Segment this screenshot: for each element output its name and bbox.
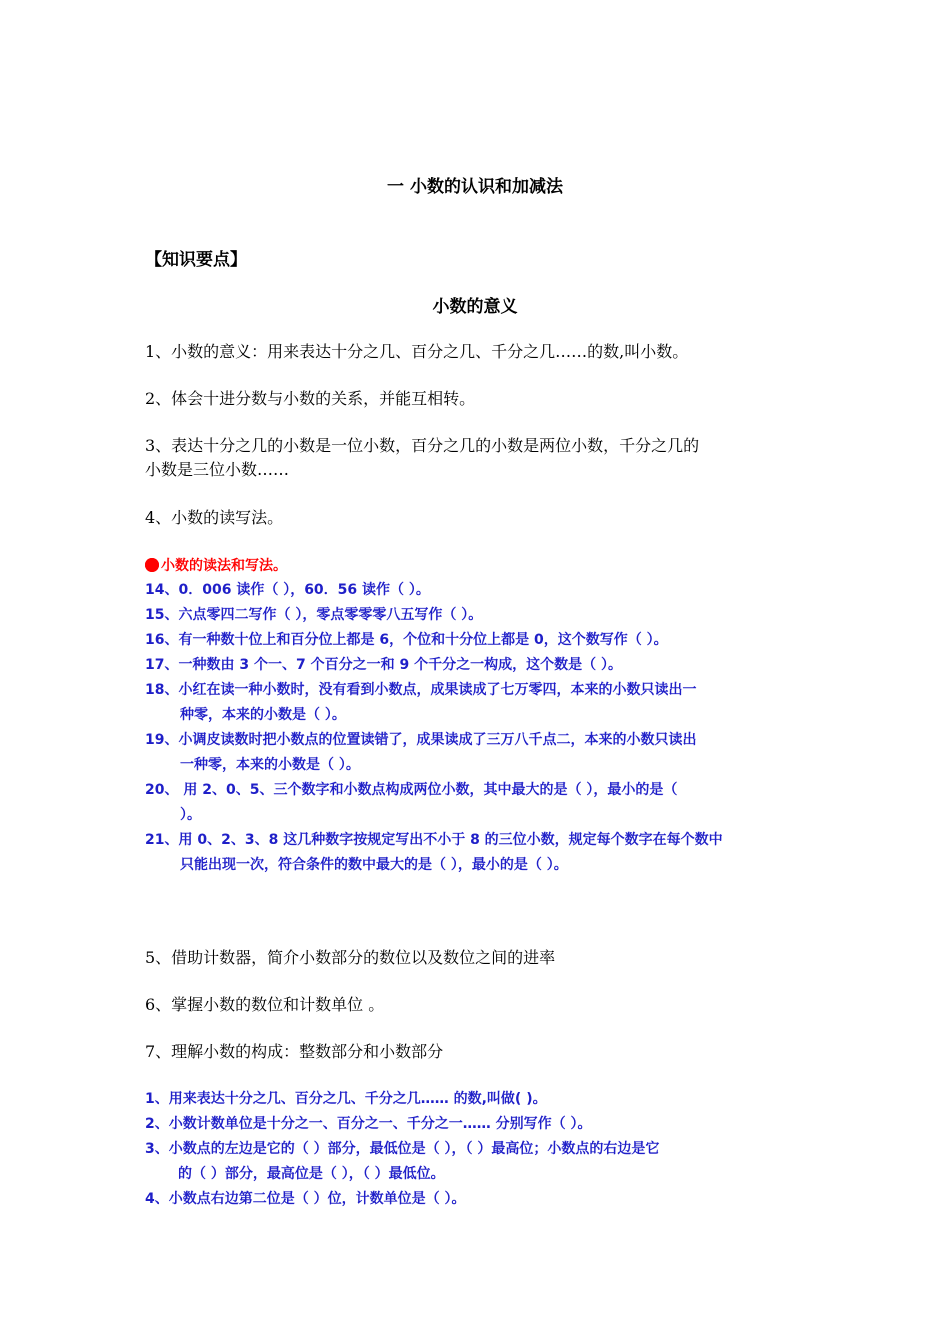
exercise-line: 种零，本来的小数是（ ）。 xyxy=(180,707,346,723)
point-line: 6、掌握小数的数位和计数单位 。 xyxy=(145,995,385,1014)
exercise-line: ）。 xyxy=(180,807,201,823)
section-subtitle: 小数的意义 xyxy=(432,297,518,317)
exercise-line: 15、六点零四二写作（ ），零点零零零八五写作（ ）。 xyxy=(145,607,483,623)
point-line: 5、借助计数器，简介小数部分的数位以及数位之间的进率 xyxy=(145,948,556,967)
exercise-line: 16、有一种数十位上和百分位上都是 6，个位和十分位上都是 0，这个数写作（ ）。 xyxy=(145,632,668,648)
flower-bullet-icon xyxy=(145,558,159,572)
exercise-line: 18、小红在读一种小数时，没有看到小数点，成果读成了七万零四，本来的小数只读出一 xyxy=(145,682,697,698)
point-line: 1、小数的意义：用来表达十分之几、百分之几、千分之几……的数,叫小数。 xyxy=(145,342,689,361)
point-line: 7、理解小数的构成：整数部分和小数部分 xyxy=(145,1042,444,1061)
red-section-heading xyxy=(145,555,287,575)
exercise-line: 的（ ）部分，最高位是（ ），（ ）最低位。 xyxy=(178,1166,445,1182)
exercise-line: 17、一种数由 3 个一、7 个百分之一和 9 个千分之一构成，这个数是（ ）。 xyxy=(145,657,622,673)
point-line: 小数是三位小数…… xyxy=(145,460,290,479)
exercise-line: 一种零，本来的小数是（ ）。 xyxy=(180,757,360,773)
red-heading-text: 小数的读法和写法。 xyxy=(161,558,287,574)
exercise-line: 2、小数计数单位是十分之一、百分之一、千分之一…… 分别写作（ ）。 xyxy=(145,1116,592,1132)
exercise-line: 21、用 0、2、3、8 这几种数字按规定写出不小于 8 的三位小数，规定每个数字在每个数中 xyxy=(145,832,723,848)
exercise-line: 3、小数点的左边是它的（ ）部分，最低位是（ ），（ ）最高位；小数点的右边是它 xyxy=(145,1141,660,1157)
point-line: 4、小数的读写法。 xyxy=(145,508,284,527)
point-line: 3、表达十分之几的小数是一位小数，百分之几的小数是两位小数，千分之几的 xyxy=(145,436,700,455)
exercise-line: 19、小调皮读数时把小数点的位置读错了，成果读成了三万八千点二，本来的小数只读出 xyxy=(145,732,697,748)
exercise-line: 20、 用 2、0、5、三个数字和小数点构成两位小数，其中最大的是（ ），最小的是（ xyxy=(145,782,678,798)
point-line: 2、体会十进分数与小数的关系，并能互相转。 xyxy=(145,389,476,408)
exercise-line: 只能出现一次，符合条件的数中最大的是（ ），最小的是（ ）。 xyxy=(180,857,568,873)
exercise-line: 14、0．006 读作（ ），60．56 读作（ ）。 xyxy=(145,582,430,598)
exercise-line: 1、用来表达十分之几、百分之几、千分之几…… 的数,叫做( )。 xyxy=(145,1091,547,1107)
knowledge-heading: 【知识要点】 xyxy=(145,250,247,270)
exercise-line: 4、小数点右边第二位是（ ）位，计数单位是（ ）。 xyxy=(145,1191,466,1207)
page-title: 一 小数的认识和加减法 xyxy=(387,177,563,197)
